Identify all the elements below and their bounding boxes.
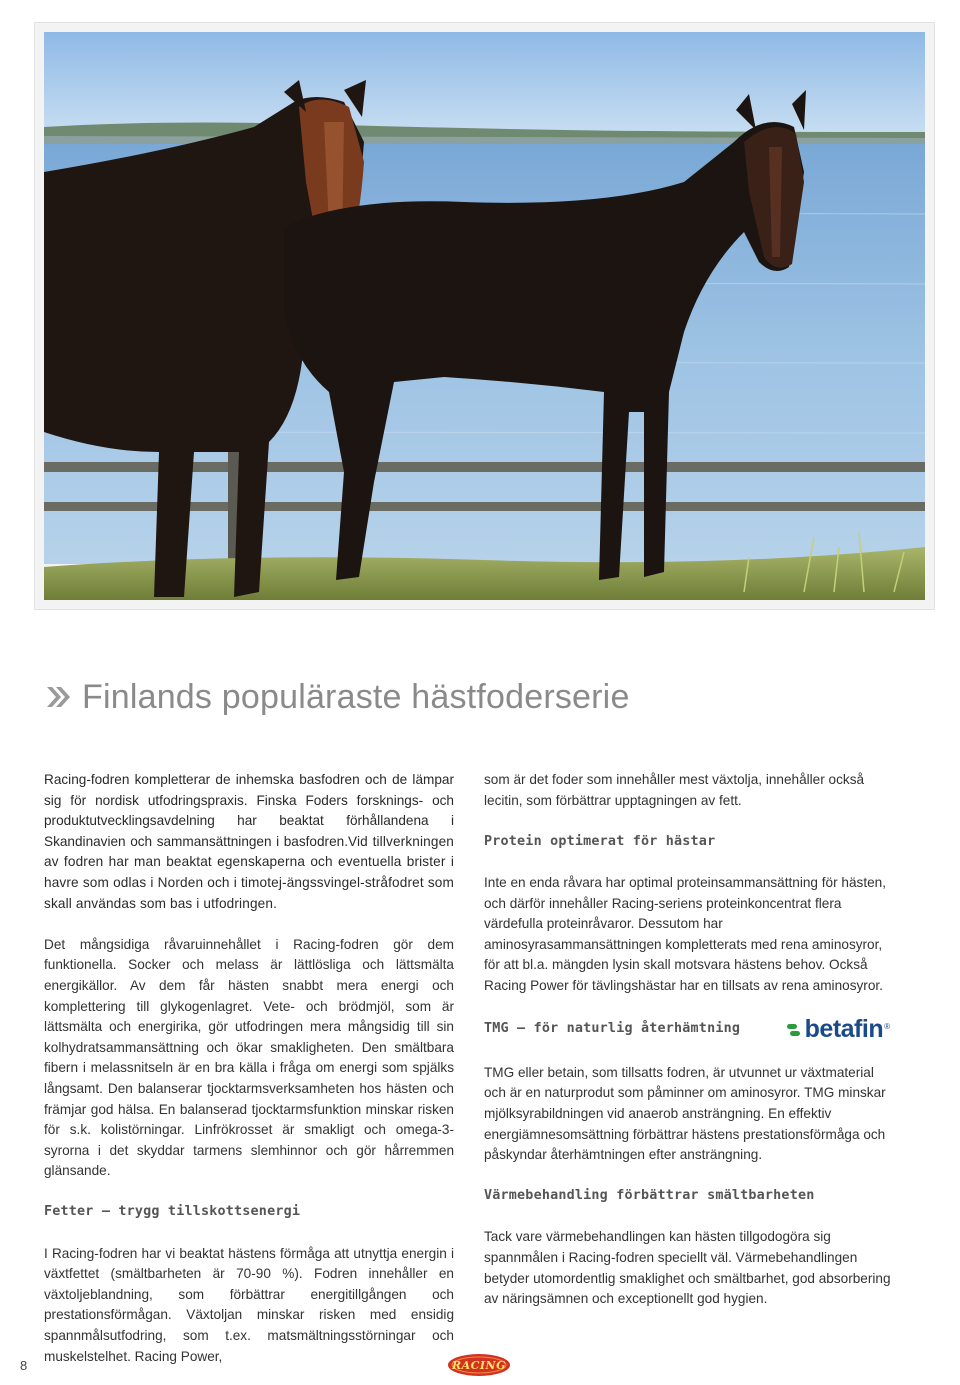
betafin-trademark: ® — [884, 1022, 890, 1032]
intro-part-1: Racing-fodren kompletterar de inhemska basfodren och de lämpar sig för nordisk utfodringspraxis. Finska Foders forsknings- och produktutvecklingsavdelning har beaktat förhållandena i Skandinavien och sammansättningen i basfodren. — [44, 772, 454, 849]
raw-materials-paragraph: Det mångsidiga råvaruinnehållet i Racing-fodren gör dem funktionella. Socker och melass är lättlösliga och lättsmälta energikällor. Av dem får hästen snabbt mera energi och komplettering till glykogenlagret. Vete- och brödmjöl, som är lättsmälta och energirika, gör utfodringen mera mångsidig till sin kolhydratsammansättning och ökar smakligheten. Den smältbara fibern i melassnitseln är en bra källa i fråga om energi som spjälks långsamt. Den balanserar tjocktarmsverksamheten hos hästen och främjar god hälsa. En balanserad tjocktarmsfunktion minskar risken för s.k. kolistörningar. Linfrökrosset är smakligt och omega-3-syrorna i det skyddar tarmens slemhinnor och gör hårremmen glänsande. — [44, 936, 454, 1179]
racing-logo — [447, 1353, 511, 1377]
intro-part-2: Vid tillverkningen av fodren har man beaktat egenskaperna och eventuella brister i havre som odlas i Norden och i timotej-ängssvingel-stråfodret som skall användas som bas i utfodringen. — [44, 833, 455, 911]
double-chevron-right-icon — [44, 682, 74, 712]
betafin-word: betafin — [804, 1015, 884, 1044]
racing-logo-text: RACING — [451, 1358, 507, 1372]
right-column — [484, 770, 894, 1330]
heat-heading: Värmebehandling förbättrar smältbarheten — [484, 1188, 815, 1204]
horses-photo — [44, 32, 925, 600]
continued-paragraph: som är det foder som innehåller mest växtolja, innehåller också lecitin, som förbättrar upptagningen av fett. — [484, 772, 865, 808]
headline-text: Finlands populäraste hästfoderserie — [82, 677, 630, 716]
page-number: 8 — [20, 1358, 28, 1373]
intro-paragraph — [44, 770, 454, 914]
protein-heading: Protein optimerat för hästar — [484, 833, 716, 849]
fats-paragraph: I Racing-fodren har vi beaktat hästens förmåga att utnyttja energin i växtfettet (smältbarheten är 70-90 %). Fodren innehåller en växtoljeblandning, som förbättrar energitillgången och prestationsförmågan. Växtoljan minskar risken med ensidig spannmålsutfodring, som t.ex. matsmältningsstörningar och muskelstelhet. Racing Power, — [44, 1245, 454, 1364]
horses-photo-illustration — [44, 32, 925, 600]
tmg-paragraph: TMG eller betain, som tillsatts fodren, är utvunnet ur växtmaterial och är en naturprodut som påminner om aminosyror. TMG minskar mjölksyrabildningen vid anaerob ansträngning. En effektiv energiämnesomsättning förbättrar hästens prestationsförmåga och påskyndar återhämtningen efter ansträngning. — [484, 1064, 886, 1163]
tmg-heading-row — [484, 1017, 894, 1042]
page-headline — [44, 672, 630, 722]
heat-paragraph: Tack vare värmebehandlingen kan hästen tillgodogöra sig spannmålen i Racing-fodren speciellt väl. Värmebehandlingen betyder utomordentlig smaklighet och smältbarhet, god absorbering av näringsämnen och exceptionellt god hygien. — [484, 1229, 891, 1307]
protein-paragraph: Inte en enda råvara har optimal proteinsammansättning för hästen, och därför innehåller Racing-seriens proteinkoncentrat flera värdefulla proteinråvaror. Dessutom har aminosyrasammansättningen kompletterats med rena aminosyror, för att bl.a. mängden lysin skall motsvara hästens behov. Också Racing Power för tävlingshästar har en tillsats av rena aminosyror. — [484, 874, 887, 993]
betafin-mark-icon — [786, 1020, 802, 1040]
left-column — [44, 770, 454, 1385]
tmg-heading: TMG – för naturlig återhämtning — [484, 1021, 741, 1037]
betafin-logo — [786, 1017, 890, 1042]
fats-heading: Fetter – trygg tillskottsenergi — [44, 1204, 301, 1220]
